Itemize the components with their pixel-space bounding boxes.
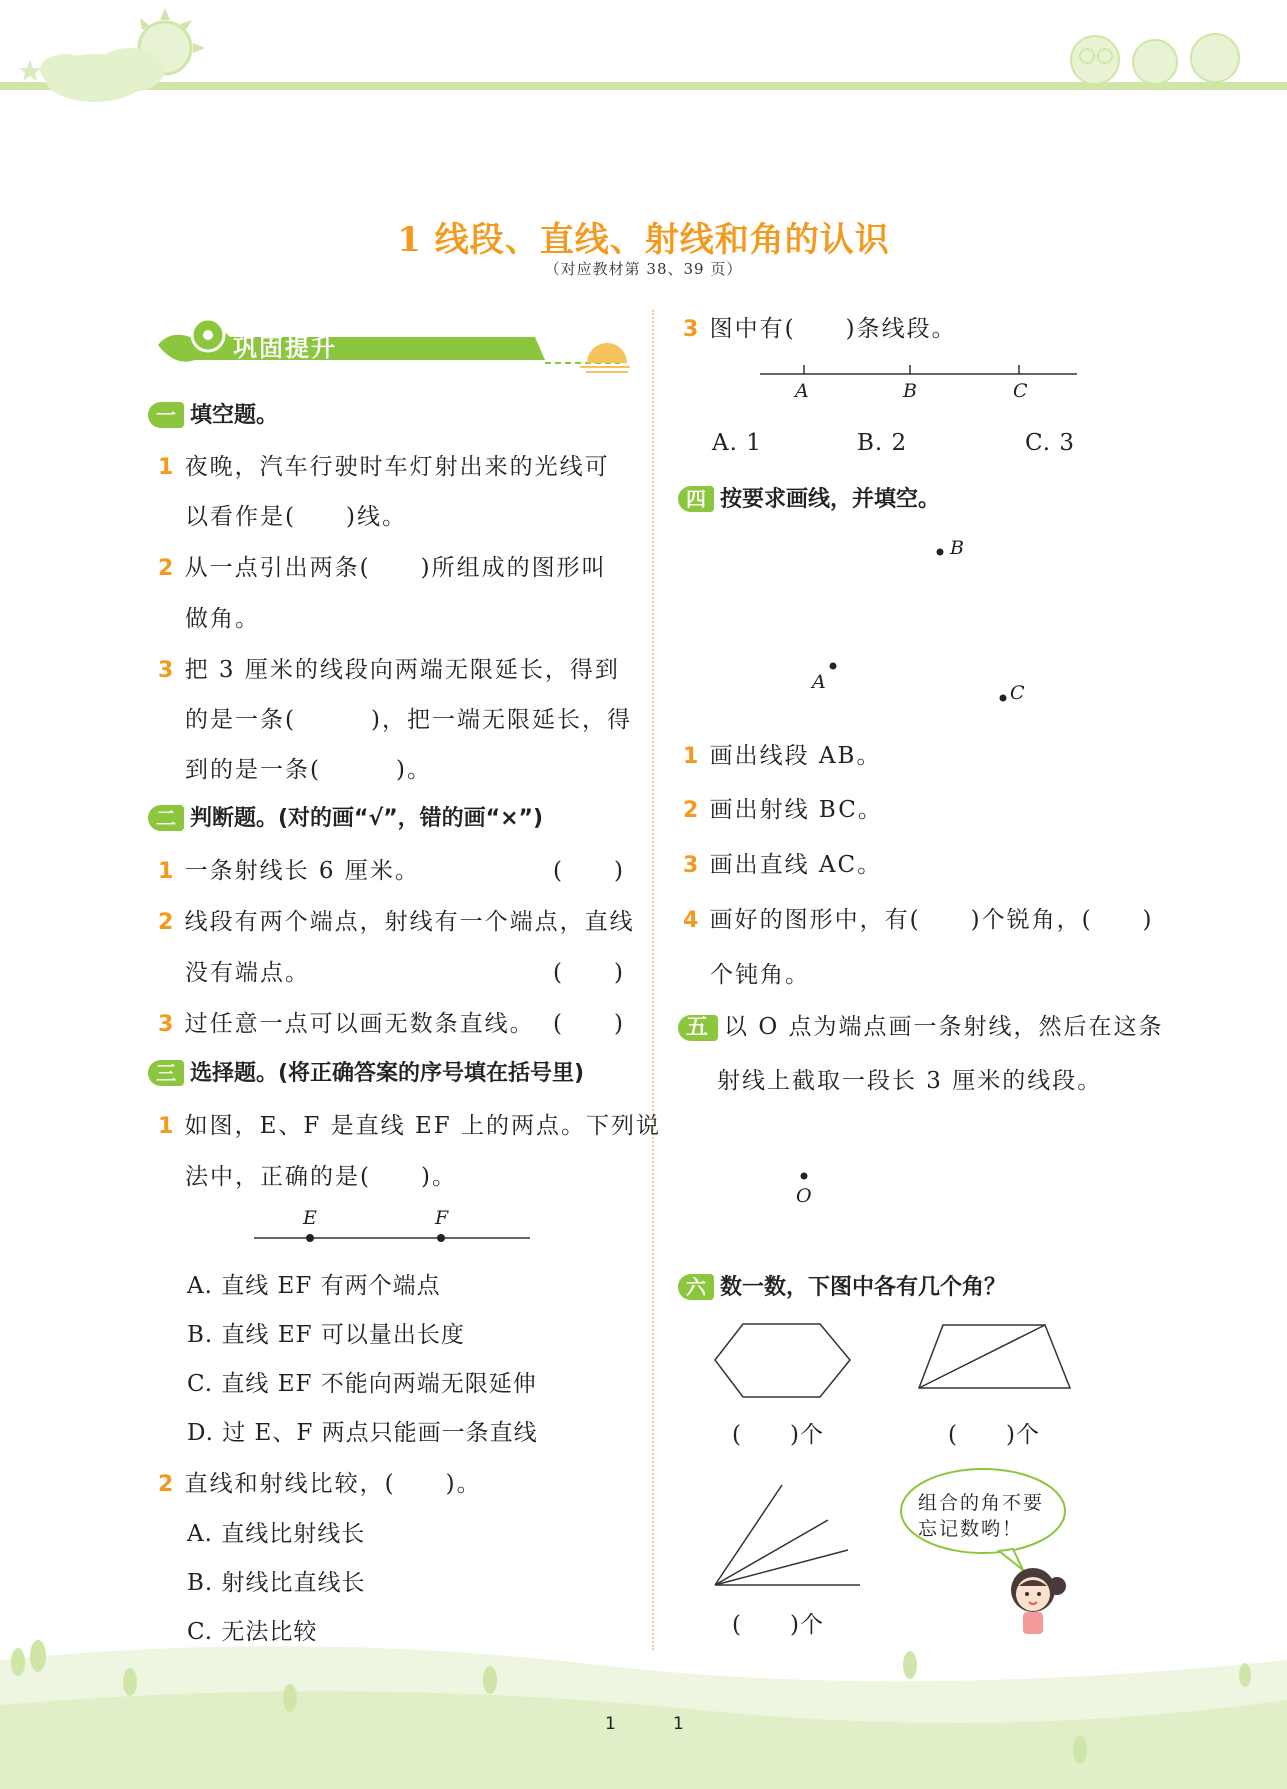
star-icon [19, 60, 41, 81]
option-3-2-c[interactable]: C. 无法比较 [187, 1619, 318, 1645]
section-badge: 六 [678, 1274, 714, 1300]
question-text: 如图，E、F 是直线 EF 上的两点。下列说 [184, 1113, 662, 1139]
point-label-c: C [1010, 682, 1025, 704]
section-4-heading [678, 482, 940, 513]
question-4-4-line2: 个钝角。 [710, 962, 810, 988]
answer-trapezoid-angles[interactable]: ( )个 [948, 1422, 1040, 1448]
sunset-icon [580, 343, 630, 372]
option-3-1-b[interactable]: B. 直线 EF 可以量出长度 [187, 1322, 465, 1348]
question-number: 3 [683, 317, 701, 342]
section-6-heading [678, 1270, 1006, 1301]
point-label-b: B [950, 537, 964, 559]
bubble-text-line1: 组合的角不要 [918, 1492, 1045, 1514]
question-text: 图中有( )条线段。 [709, 316, 957, 342]
question-number: 1 [158, 859, 176, 884]
section-banner [150, 305, 630, 375]
question-4-2 [683, 791, 883, 824]
option-3-1-c[interactable]: C. 直线 EF 不能向两端无限延伸 [187, 1371, 537, 1397]
question-number: 1 [158, 1114, 176, 1139]
question-number: 1 [683, 744, 701, 769]
header-decoration [0, 0, 1287, 120]
question-number: 2 [158, 1472, 176, 1497]
section-2-heading [148, 801, 543, 832]
point-label-a: A [812, 671, 826, 693]
question-text: 画出直线 AC。 [709, 852, 883, 878]
point-label-f: F [435, 1207, 449, 1229]
question-text: 线段有两个端点，射线有一个端点，直线 [184, 909, 635, 935]
option-3-2-b[interactable]: B. 射线比直线长 [187, 1570, 366, 1596]
section-heading-text: 以 O 点为端点画一条射线，然后在这条 [724, 1014, 1164, 1040]
section-heading-text: 数一数，下图中各有几个角？ [720, 1275, 1007, 1300]
question-2-3 [158, 1005, 535, 1038]
question-1-3-line2: 的是一条( )，把一端无限延长，得 [185, 707, 632, 733]
question-number: 3 [683, 853, 701, 878]
question-3-1 [158, 1107, 661, 1140]
bubble-text-line2: 忘记数哟！ [918, 1518, 1024, 1540]
page-number-left: 1 [605, 1714, 616, 1734]
question-3-1-line2: 法中，正确的是( )。 [185, 1164, 457, 1190]
section-badge: 四 [678, 486, 714, 512]
question-3-3 [683, 310, 957, 343]
section-heading-text: 填空题。 [190, 403, 279, 428]
section-badge: 二 [148, 805, 184, 831]
page-subtitle: （对应教材第 38、39 页） [544, 260, 743, 278]
point-label-e: E [303, 1207, 317, 1229]
answer-hexagon-angles[interactable]: ( )个 [732, 1422, 824, 1448]
section-badge: 五 [678, 1015, 718, 1041]
question-number: 2 [158, 910, 176, 935]
answer-rays-angles[interactable]: ( )个 [732, 1612, 824, 1638]
question-4-1 [683, 737, 881, 770]
section-5-heading [678, 1008, 1164, 1041]
question-text: 画出线段 AB。 [709, 743, 882, 769]
question-2-1 [158, 852, 420, 885]
question-2-2 [158, 903, 635, 936]
question-4-3 [683, 846, 882, 879]
answer-paren[interactable]: ( ) [553, 858, 625, 884]
point-label-a: A [795, 380, 809, 402]
points-abc-figure [820, 540, 1020, 710]
question-text: 画好的图形中，有( )个锐角，( ) [709, 907, 1154, 933]
question-text: 直线和射线比较，( )。 [184, 1471, 482, 1497]
animal-heads-icon [1071, 34, 1239, 84]
question-text: 从一点引出两条( )所组成的图形叫 [184, 555, 607, 581]
line-ef-figure [250, 1205, 540, 1255]
question-number: 4 [683, 908, 701, 933]
question-1-1-line2: 以看作是( )线。 [185, 504, 407, 530]
page-number-right: 1 [673, 1714, 684, 1734]
question-text: 画出射线 BC。 [709, 797, 883, 823]
point-label-b: B [903, 380, 917, 402]
option-3-3-a[interactable]: A. 1 [712, 430, 762, 456]
option-3-1-d[interactable]: D. 过 E、F 两点只能画一条直线 [187, 1420, 538, 1446]
option-3-1-a[interactable]: A. 直线 EF 有两个端点 [187, 1273, 441, 1299]
option-3-2-a[interactable]: A. 直线比射线长 [187, 1521, 366, 1547]
question-2-2-line2: 没有端点。 [185, 960, 310, 986]
hexagon-figure [710, 1318, 855, 1403]
section-badge: 三 [148, 1060, 184, 1086]
page-title: 1 线段、直线、射线和角的认识 [397, 220, 890, 260]
section-5-line2: 射线上截取一段长 3 厘米的线段。 [717, 1068, 1103, 1094]
trapezoid-figure [915, 1322, 1075, 1392]
question-text: 夜晚，汽车行驶时车灯射出来的光线可 [184, 454, 610, 480]
section-badge: 一 [148, 402, 184, 428]
question-1-2-line2: 做角。 [185, 606, 260, 632]
segment-abc-figure [755, 360, 1085, 380]
question-text: 一条射线长 6 厘米。 [184, 858, 420, 884]
question-1-3-line3: 到的是一条( )。 [185, 757, 432, 783]
section-3-heading [148, 1056, 584, 1087]
question-number: 3 [158, 658, 176, 683]
column-divider [652, 310, 654, 1650]
bottom-landscape [0, 1620, 1287, 1789]
option-3-3-c[interactable]: C. 3 [1025, 430, 1076, 456]
point-label-c: C [1013, 380, 1028, 402]
point-label-o: O [796, 1185, 812, 1207]
answer-paren[interactable]: ( ) [553, 960, 625, 986]
banner-label: 巩固提升 [233, 334, 337, 362]
question-1-2 [158, 549, 607, 582]
question-text: 过任意一点可以画无数条直线。 [184, 1011, 535, 1037]
question-1-1 [158, 448, 610, 481]
section-heading-text: 按要求画线，并填空。 [720, 487, 941, 512]
answer-paren[interactable]: ( ) [553, 1011, 625, 1037]
question-text: 把 3 厘米的线段向两端无限延长，得到 [184, 657, 620, 683]
section-heading-text: 选择题。(将正确答案的序号填在括号里) [190, 1061, 585, 1086]
question-3-2 [158, 1465, 482, 1498]
cloud-icon [40, 48, 165, 102]
question-number: 3 [158, 1012, 176, 1037]
rays-angle-figure [710, 1480, 870, 1590]
question-number: 2 [158, 556, 176, 581]
question-number: 2 [683, 798, 701, 823]
question-1-3 [158, 651, 620, 684]
section-1-heading [148, 398, 278, 429]
question-4-4 [683, 901, 1154, 934]
section-heading-text: 判断题。(对的画“√”，错的画“×”) [190, 806, 544, 831]
question-number: 1 [158, 455, 176, 480]
option-3-3-b[interactable]: B. 2 [857, 430, 908, 456]
